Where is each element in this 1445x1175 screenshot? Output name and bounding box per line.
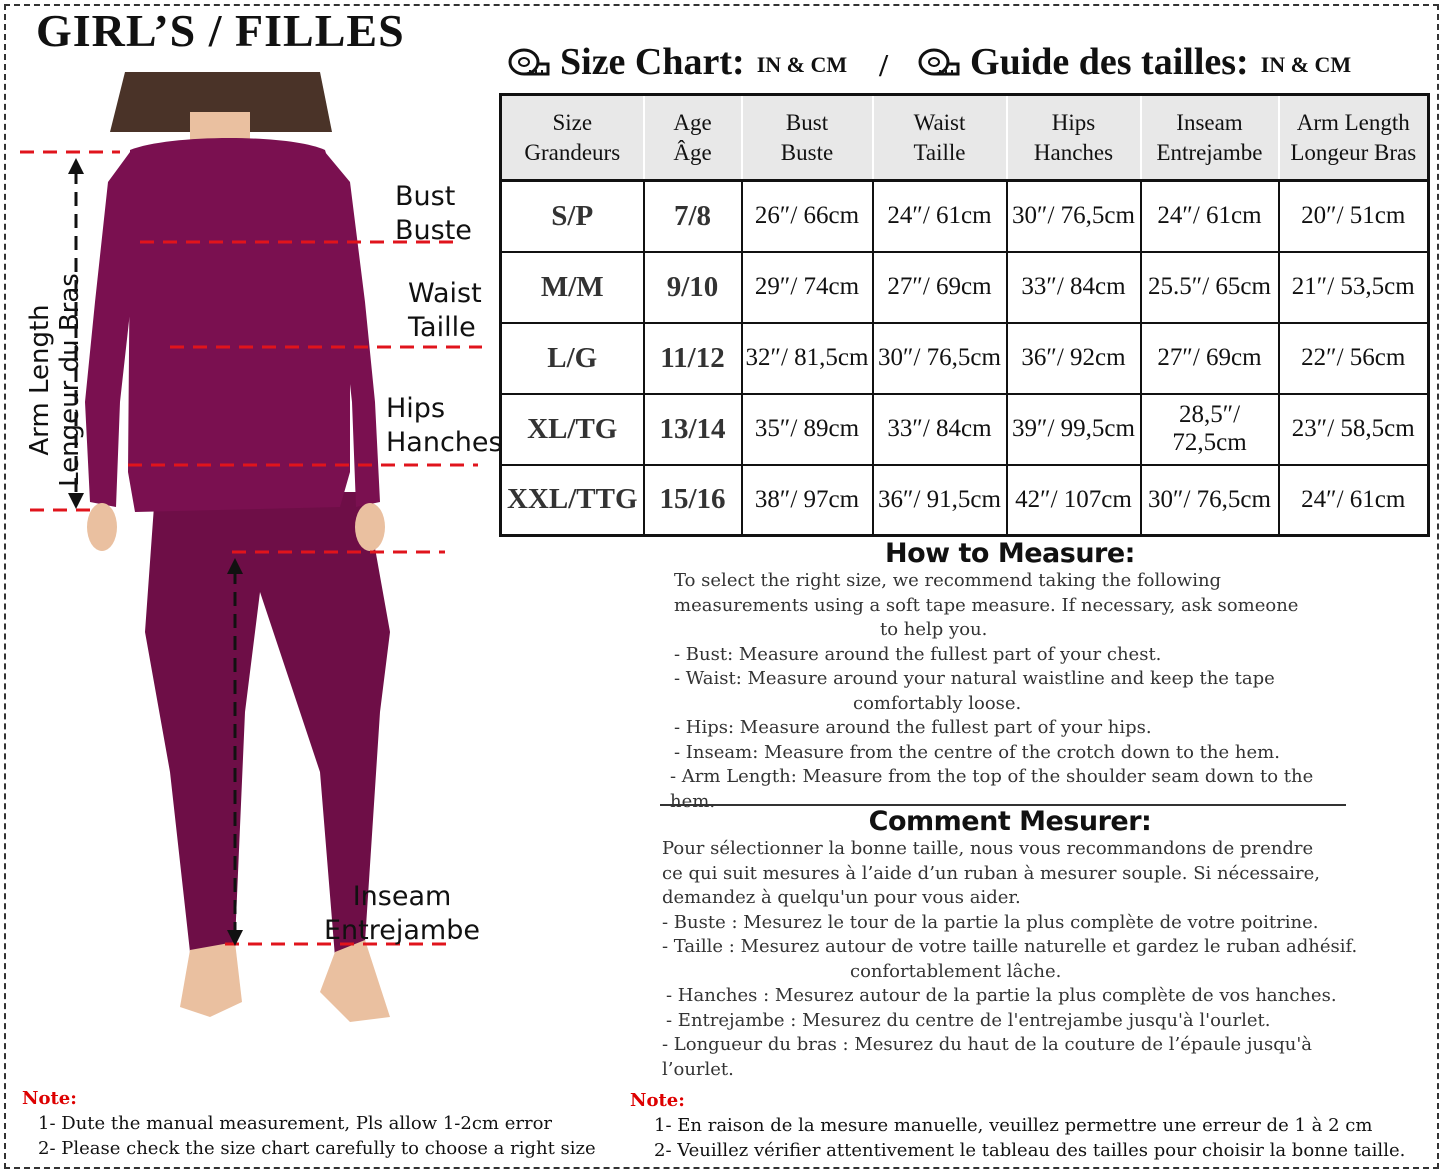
header-size: Size Grandeurs [501, 95, 644, 181]
comment-item-buste: - Buste : Mesurez le tour de la partie la plus complète de votre poitrine. [662, 911, 1319, 933]
table-row [501, 181, 1429, 252]
hips-label-en: Hips [386, 393, 446, 424]
waist-cell: 33″/ 84cm [873, 394, 1007, 465]
how-item-waist: - Waist: Measure around your natural waistline and keep the tape [674, 668, 1275, 689]
bust-cell: 32″/ 81,5cm [742, 323, 873, 394]
size-table [499, 93, 1430, 537]
guide-tailles-unit: IN & CM [1260, 52, 1352, 77]
comment-item-bras: - Longueur du bras : Mesurez du haut de la couture de l’épaule jusqu'à l’ourlet. [662, 1034, 1313, 1080]
size-cell: M/M [501, 252, 644, 323]
note-en-line: 2- Please check the size chart carefully to choose a right size [38, 1138, 596, 1159]
bust-cell: 26″/ 66cm [742, 181, 873, 252]
age-cell: 9/10 [644, 252, 742, 323]
guide-tailles-title: Guide des tailles: [970, 41, 1249, 83]
how-intro-line: To select the right size, we recommend taking the following [674, 570, 1222, 591]
measuring-tape-icon [508, 46, 550, 80]
table-row [501, 465, 1429, 536]
table-header-row [501, 95, 1429, 181]
measuring-tape-icon [918, 46, 960, 80]
comment-intro-line: demandez à quelqu'un pour vous aider. [662, 887, 1021, 908]
age-cell: 15/16 [644, 465, 742, 536]
size-cell: S/P [501, 181, 644, 252]
arm-length-cell: 21″/ 53,5cm [1279, 252, 1429, 323]
header-inseam: Inseam Entrejambe [1141, 95, 1279, 181]
chart-header [508, 40, 1351, 84]
how-item-bust: - Bust: Measure around the fullest part of your chest. [674, 643, 1162, 665]
waist-label-fr: Taille [408, 312, 476, 343]
model-figure [20, 72, 503, 1082]
note-en [22, 1086, 596, 1161]
table-row [501, 323, 1429, 394]
comment-item-taille-cont: confortablement lâche. [850, 960, 1062, 982]
inseam-label [324, 880, 480, 948]
comment-item-hanches: - Hanches : Mesurez autour de la partie la plus complète de vos hanches. [666, 985, 1337, 1006]
waist-cell: 36″/ 91,5cm [873, 465, 1007, 536]
hips-label [386, 392, 503, 460]
size-chart-title: Size Chart: [560, 41, 745, 83]
age-cell: 13/14 [644, 394, 742, 465]
header-separator: / [879, 47, 889, 83]
arm-length-label-fr: Lengeur du Bras [55, 273, 85, 487]
hips-cell: 42″/ 107cm [1007, 465, 1141, 536]
arm-length-cell: 20″/ 51cm [1279, 181, 1429, 252]
waist-label-en: Waist [408, 278, 482, 309]
waist-label [408, 277, 482, 345]
size-cell: L/G [501, 323, 644, 394]
header-hips: Hips Hanches [1007, 95, 1141, 181]
note-fr-label: Note: [630, 1090, 685, 1111]
arm-length-cell: 22″/ 56cm [1279, 323, 1429, 394]
inseam-cell: 24″/ 61cm [1141, 181, 1279, 252]
bust-cell: 35″/ 89cm [742, 394, 873, 465]
hips-label-fr: Hanches [386, 427, 503, 458]
inseam-label-fr: Entrejambe [324, 915, 480, 946]
arm-length-label [25, 215, 85, 545]
header-age: Age Âge [644, 95, 742, 181]
hips-cell: 33″/ 84cm [1007, 252, 1141, 323]
comment-item-taille: - Taille : Mesurez autour de votre taille naturelle et gardez le ruban adhésif. [662, 936, 1358, 957]
hips-cell: 30″/ 76,5cm [1007, 181, 1141, 252]
how-item-hips: - Hips: Measure around the fullest part of your hips. [674, 717, 1152, 738]
note-en-line: 1- Dute the manual measurement, Pls allow 1-2cm error [38, 1113, 553, 1134]
how-to-measure-section [660, 538, 1360, 814]
arm-length-cell: 24″/ 61cm [1279, 465, 1429, 536]
age-cell: 11/12 [644, 323, 742, 394]
hips-cell: 39″/ 99,5cm [1007, 394, 1141, 465]
inseam-cell: 28,5″/ 72,5cm [1141, 394, 1279, 465]
inseam-label-en: Inseam [352, 881, 452, 912]
arm-length-cell: 23″/ 58,5cm [1279, 394, 1429, 465]
bust-label [395, 180, 472, 248]
comment-mesurer-title: Comment Mesurer: [868, 806, 1152, 837]
header-bust: Bust Buste [742, 95, 873, 181]
header-waist: Waist Taille [873, 95, 1007, 181]
age-cell: 7/8 [644, 181, 742, 252]
inseam-cell: 25.5″/ 65cm [1141, 252, 1279, 323]
inseam-cell: 30″/ 76,5cm [1141, 465, 1279, 536]
size-cell: XXL/TTG [501, 465, 644, 536]
how-intro-line: to help you. [880, 619, 988, 640]
how-intro-line: measurements using a soft tape measure. If necessary, ask someone [674, 594, 1299, 616]
arm-length-label-en: Arm Length [25, 304, 55, 456]
waist-cell: 27″/ 69cm [873, 252, 1007, 323]
size-chart-unit: IN & CM [756, 52, 848, 77]
comment-intro-line: Pour sélectionner la bonne taille, nous vous recommandons de prendre [662, 838, 1314, 859]
how-item-inseam: - Inseam: Measure from the centre of the crotch down to the hem. [674, 741, 1280, 763]
note-fr-line: 2- Veuillez vérifier attentivement le tableau des tailles pour choisir la bonne taille. [654, 1140, 1406, 1161]
table-row [501, 252, 1429, 323]
waist-cell: 24″/ 61cm [873, 181, 1007, 252]
waist-cell: 30″/ 76,5cm [873, 323, 1007, 394]
how-to-measure-title: How to Measure: [885, 538, 1135, 569]
note-fr-line: 1- En raison de la mesure manuelle, veuillez permettre une erreur de 1 à 2 cm [654, 1115, 1373, 1136]
comment-mesurer-section [660, 806, 1360, 1082]
note-en-label: Note: [22, 1088, 77, 1109]
table-row [501, 394, 1429, 465]
bust-label-fr: Buste [395, 215, 472, 246]
how-item-arm: - Arm Length: Measure from the top of the shoulder seam down to the hem. [670, 766, 1314, 812]
note-fr [630, 1088, 1405, 1163]
inseam-cell: 27″/ 69cm [1141, 323, 1279, 394]
how-item-waist-cont: comfortably loose. [853, 692, 1022, 714]
bust-cell: 29″/ 74cm [742, 252, 873, 323]
page-title: GIRL’S / FILLES [36, 5, 405, 56]
bust-cell: 38″/ 97cm [742, 465, 873, 536]
bust-label-en: Bust [395, 181, 456, 212]
hips-cell: 36″/ 92cm [1007, 323, 1141, 394]
size-cell: XL/TG [501, 394, 644, 465]
comment-item-entrejambe: - Entrejambe : Mesurez du centre de l'entrejambe jusqu'à l'ourlet. [666, 1009, 1271, 1031]
comment-intro-line: ce qui suit mesures à l’aide d’un ruban à mesurer souple. Si nécessaire, [662, 862, 1320, 884]
header-arm-length: Arm Length Longeur Bras [1279, 95, 1429, 181]
